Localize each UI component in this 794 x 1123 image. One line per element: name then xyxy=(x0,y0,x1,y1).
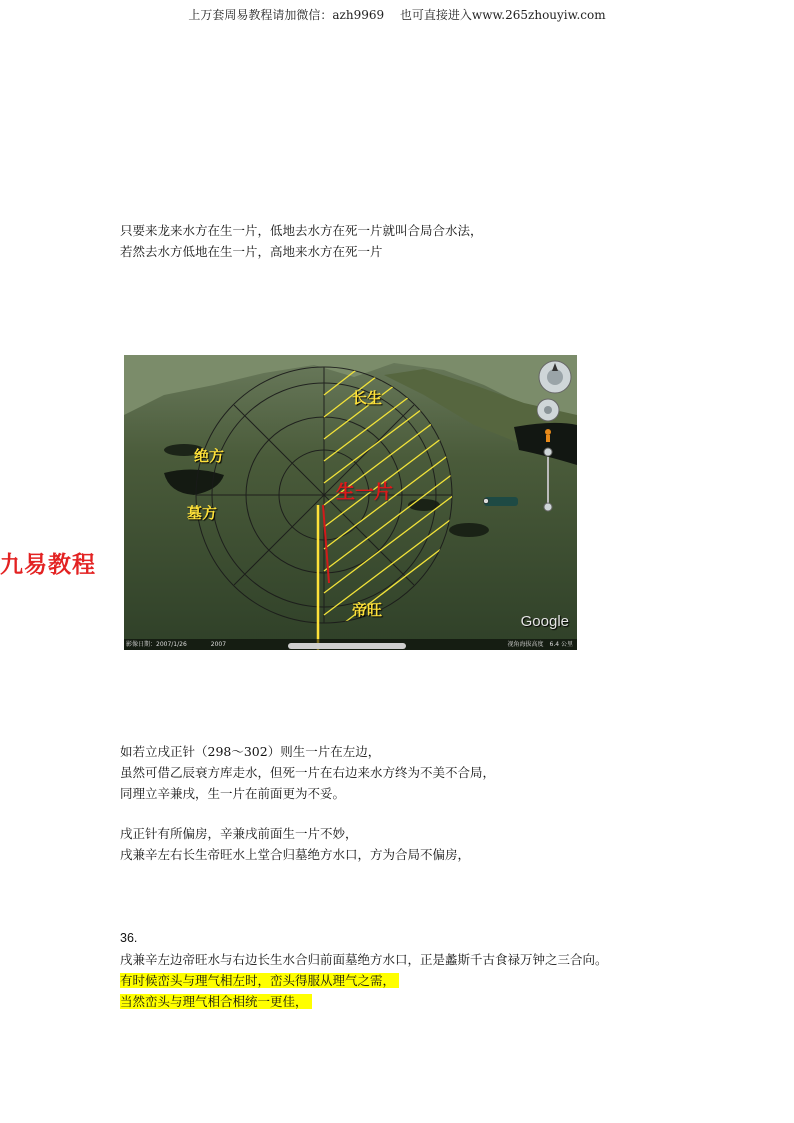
imagery-date: 影像日期：2007/1/26 2007 xyxy=(126,641,227,648)
satellite-map-image xyxy=(124,355,577,650)
text-line: 只要来龙来水方在生一片，低地去水方在死一片就叫合局合水法， xyxy=(120,223,483,238)
label-diwang: 帝旺 xyxy=(352,601,383,619)
text-line: 如若立戌正针（298～302）则生一片在左边， xyxy=(120,744,381,759)
highlighted-text: 有时候峦头与理气相左时，峦头得服从理气之需， xyxy=(120,973,399,988)
street-view-icon[interactable] xyxy=(545,429,551,442)
label-mufang: 墓方 xyxy=(187,504,218,522)
paragraph-pianfang xyxy=(120,823,470,865)
text-line: 戌兼辛左边帝旺水与右边长生水合归前面墓绝方水口，正是蠡斯千古食禄万钟之三合向。 xyxy=(120,952,608,967)
text-line: 虽然可借乙辰衰方库走水，但死一片在右边来水方终为不美不合局， xyxy=(120,765,496,780)
pan-icon[interactable] xyxy=(537,399,559,421)
label-changsheng: 长生 xyxy=(352,389,383,407)
eye-altitude: 视角海拔高度 6.4 公里 xyxy=(507,641,573,648)
label-juefang: 绝方 xyxy=(194,447,225,465)
compass-icon[interactable] xyxy=(539,361,571,393)
section-number: 36. xyxy=(120,931,138,945)
paragraph-xu-zhengzhen xyxy=(120,741,495,804)
page-header: 上万套周易教程请加微信：azh9969 也可直接进入www.265zhouyiw.com xyxy=(188,8,606,22)
text-line: 同理立辛兼戌，生一片在前面更为不妥。 xyxy=(120,786,346,801)
google-logo: Google xyxy=(520,613,569,630)
text-line: 若然去水方低地在生一片，高地来水方在死一片 xyxy=(120,244,383,259)
text-line: 戌正针有所偏房，辛兼戌前面生一片不妙， xyxy=(120,826,358,841)
luopan-rings xyxy=(196,367,452,623)
zoom-out-icon[interactable] xyxy=(544,503,552,511)
paragraph-36 xyxy=(120,928,608,1012)
map-scrollbar[interactable] xyxy=(288,643,406,649)
zoom-slider[interactable] xyxy=(547,457,549,503)
watermark-logo: 九易教程 xyxy=(0,552,96,578)
zoom-in-icon[interactable] xyxy=(544,448,552,456)
text-line: 戌兼辛左右长生帝旺水上堂合归墓绝方水口，方为合局不偏房， xyxy=(120,847,471,862)
highlighted-text: 当然峦头与理气相合相统一更佳， xyxy=(120,994,312,1009)
paragraph-intro xyxy=(120,220,483,262)
map-navigation-controls xyxy=(537,359,573,519)
label-shengyipian: 生一片 xyxy=(336,481,394,503)
